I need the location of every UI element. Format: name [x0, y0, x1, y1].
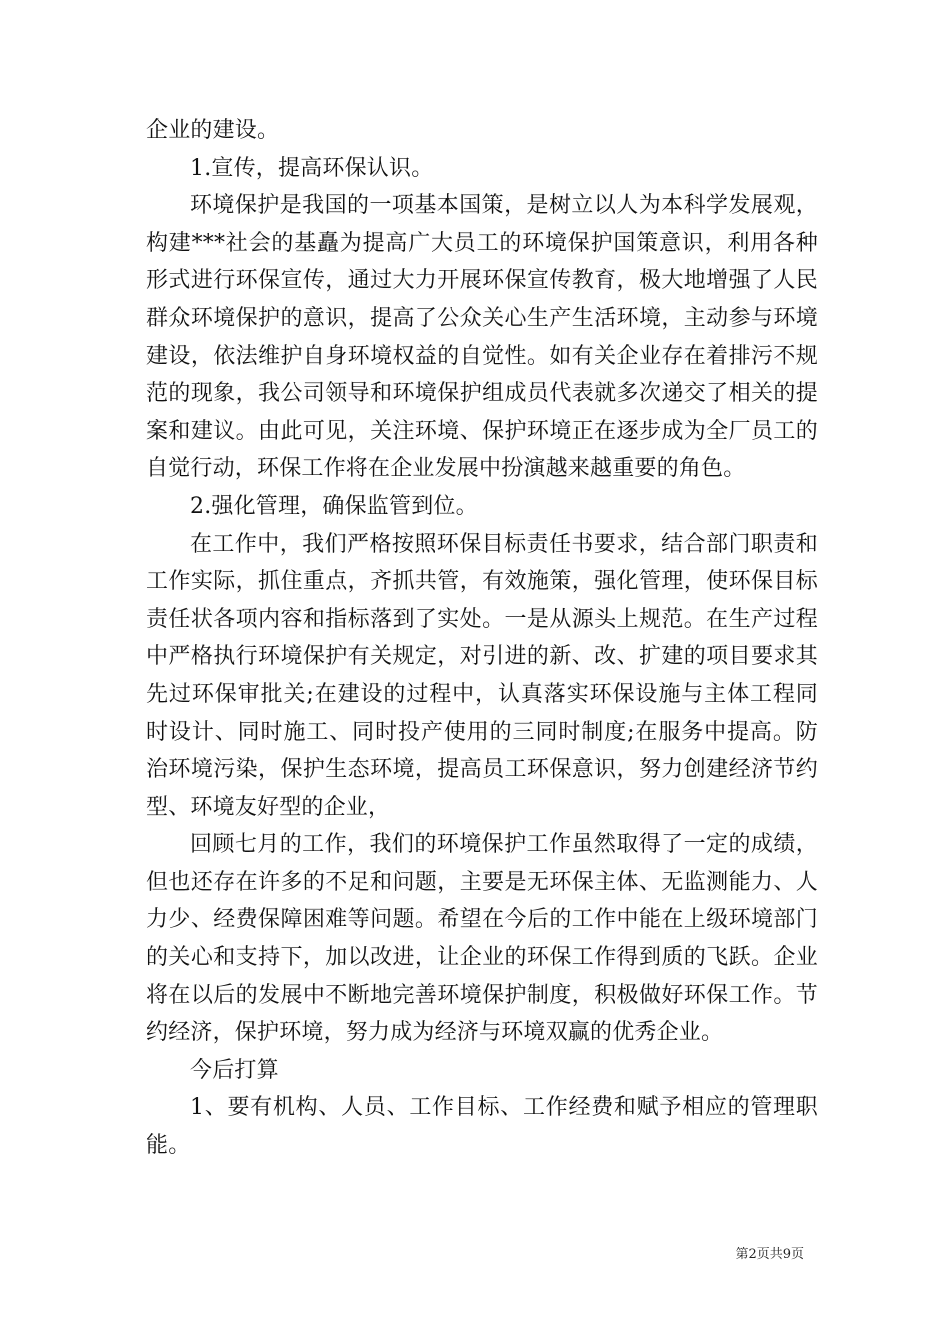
- section-heading-future-plans: 今后打算: [190, 1057, 279, 1083]
- document-body: [146, 112, 818, 1165]
- paragraph-environmental-protection: 环境保护是我国的一项基本国策，是树立以人为本科学发展观，构建***社会的基矗为提高广大员工的环境保护国策意识，利用各种形式进行环保宣传，通过大力开展环保宣传教育，极大地增强了人民群众环境保护的意识，提高了公众关心生产生活环境，主动参与环境建设，依法维护自身环境权益的自觉性。如有关企业存在着排污不规范的现象，我公司领导和环境保护组成员代表就多次递交了相关的提案和建议。由此可见，关注环境、保护环境正在逐步成为全厂员工的自觉行动，环保工作将在企业发展中扮演越来越重要的角色。: [146, 193, 818, 482]
- page-number: 第2页共9页: [735, 1247, 804, 1262]
- paragraph-review: 回顾七月的工作，我们的环境保护工作虽然取得了一定的成绩，但也还存在许多的不足和问题，主要是无环保主体、无监测能力、人力少、经费保障困难等问题。希望在今后的工作中能在上级环境部门的关心和支持下，加以改进，让企业的环保工作得到质的飞跃。企业将在以后的发展中不断地完善环境保护制度，积极做好环保工作。节约经济，保护环境，努力成为经济与环境双赢的优秀企业。: [146, 832, 818, 1046]
- section-heading-management: 2.强化管理，确保监管到位。: [190, 493, 478, 519]
- section-heading-publicity: 1.宣传，提高环保认识。: [190, 155, 434, 181]
- paragraph-continuation: 企业的建设。: [146, 118, 280, 143]
- paragraph-work-management: 在工作中，我们严格按照环保目标责任书要求，结合部门职责和工作实际，抓住重点，齐抓共管，有效施策，强化管理，使环保目标责任状各项内容和指标落到了实处。一是从源头上规范。在生产过程中严格执行环境保护有关规定，对引进的新、改、扩建的项目要求其先过环保审批关;在建设的过程中，认真落实环保设施与主体工程同时设计、同时施工、同时投产使用的三同时制度;在服务中提高。防治环境污染，保护生态环境，提高员工环保意识，努力创建经济节约型、环境友好型的企业，: [146, 531, 818, 820]
- paragraph-plan-item-1: 1、要有机构、人员、工作目标、工作经费和赋予相应的管理职能。: [146, 1095, 818, 1159]
